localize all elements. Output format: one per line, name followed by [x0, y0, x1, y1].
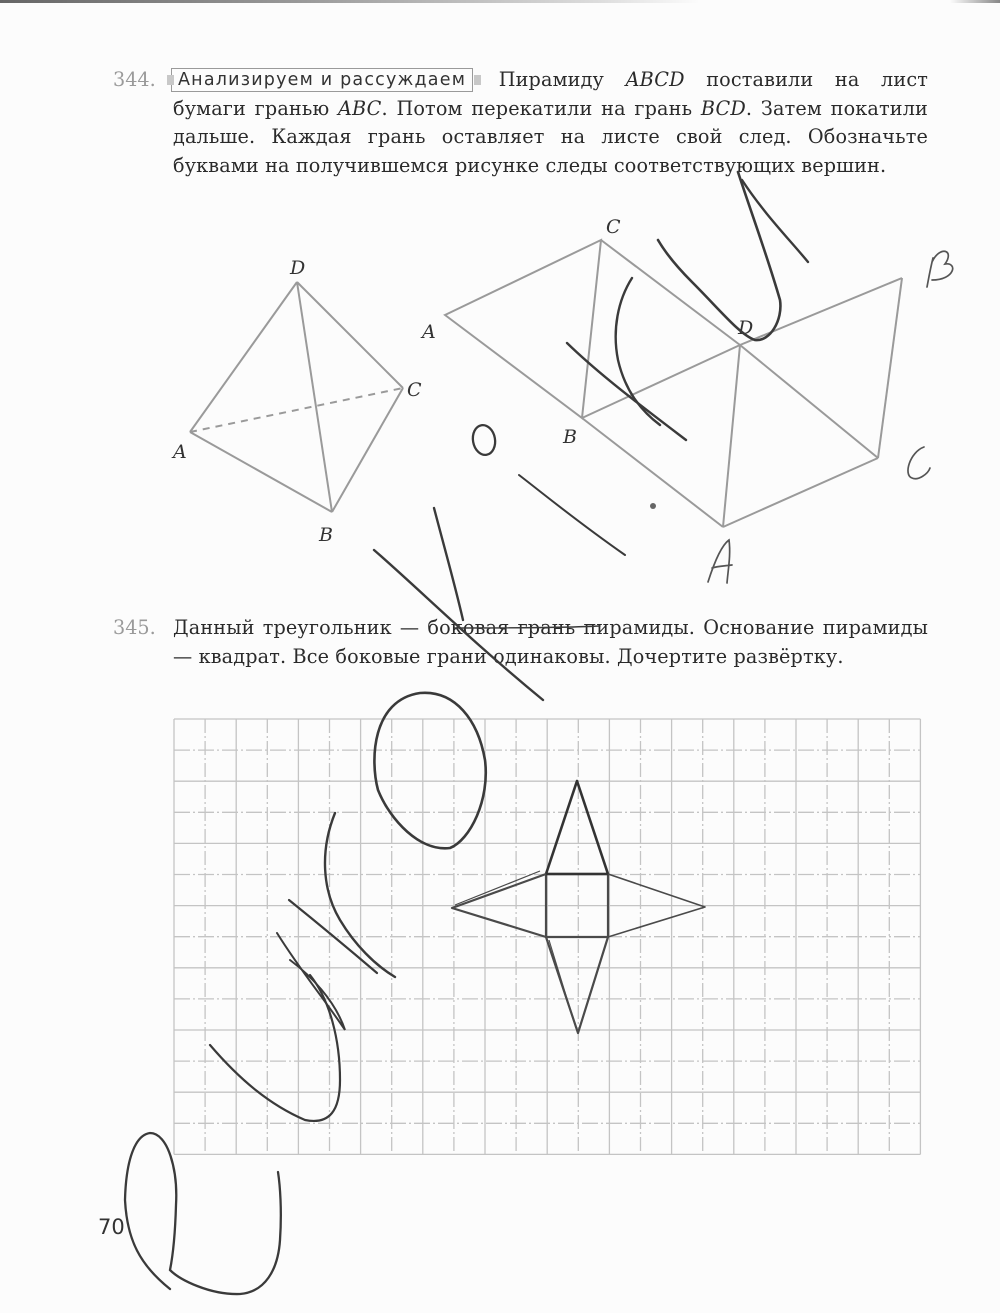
- handwritten-c: [908, 447, 930, 479]
- task-number: 345.: [113, 616, 156, 639]
- pencil-stroke: [519, 475, 625, 555]
- vertex-label-c: C: [407, 379, 422, 401]
- pencil-stroke: [658, 172, 780, 340]
- variable: BCD: [700, 96, 746, 120]
- vertex-label-a: A: [422, 321, 436, 343]
- vertex-label-d: D: [290, 257, 306, 279]
- text-run: поставили на лист бумаги гранью: [173, 68, 928, 120]
- pencil-stroke: [567, 343, 686, 440]
- page-number: 70: [98, 1215, 125, 1239]
- pencil-dot: [650, 503, 656, 509]
- pencil-stroke: [289, 900, 377, 973]
- handwritten-a: [708, 540, 732, 583]
- pencil-stroke: [277, 933, 345, 1030]
- vertex-label-b: B: [319, 524, 333, 546]
- handwritten-vertex-labels: [708, 251, 953, 583]
- pencil-letter-o: [374, 693, 485, 849]
- vertex-label-d: D: [738, 317, 754, 339]
- text-run: . Потом перекатили на грань: [381, 96, 701, 120]
- pencil-stroke: [374, 550, 543, 700]
- pencil-letter-e: [125, 1133, 281, 1294]
- pencil-stroke: [742, 180, 808, 262]
- text-run: . Затем покатили дальше. Каждая грань оставляет на листе свой след. Обозначьте буквами на получившемся рисунке следы соответствующих вершин.: [173, 96, 928, 177]
- vertex-label-a: A: [173, 441, 187, 463]
- pencil-letter-o: [471, 423, 498, 456]
- handwritten-b: [927, 251, 953, 287]
- variable: ABC: [338, 96, 382, 120]
- vertex-label-b: B: [563, 426, 577, 448]
- pencil-stroke: [434, 508, 463, 620]
- variable: ABCD: [625, 68, 685, 91]
- pencil-stroke: [325, 813, 395, 977]
- task-text: Данный треугольник — боковая грань пирамиды. Основание пирамиды — квадрат. Все боковые грани одинаковы. Дочертите развёртку.: [173, 616, 928, 668]
- task-number: 344.: [113, 68, 156, 91]
- vertex-label-c: C: [606, 216, 621, 238]
- strikethrough-stroke: [455, 626, 600, 628]
- text-run: Пирамиду: [498, 68, 626, 91]
- task-badge: Анализируем и рассуждаем: [171, 68, 473, 92]
